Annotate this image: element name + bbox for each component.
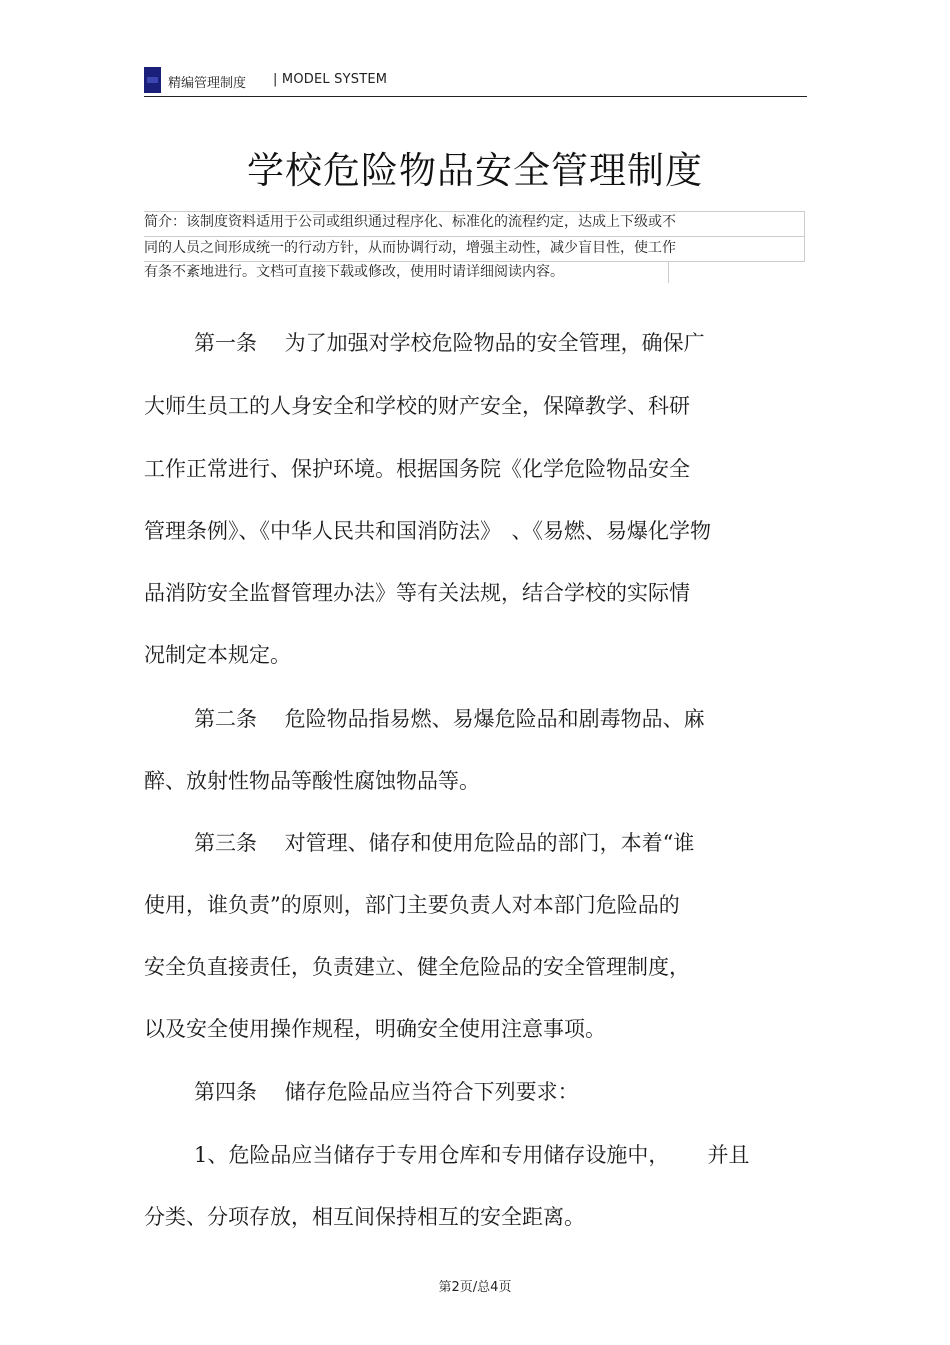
- header-left-text: 精编管理制度: [168, 76, 247, 91]
- article-1-line-2: 大师生员工的人身安全和学校的财产安全，保障教学、科研: [144, 394, 690, 418]
- article-1-line-6: 况制定本规定。: [144, 643, 291, 667]
- header-right-text: | MODEL SYSTEM: [273, 72, 388, 87]
- article-3-line-2: 使用，谁负责”的原则，部门主要负责人对本部门危险品的: [144, 893, 680, 917]
- intro-line-1: 简介：该制度资料适用于公司或组织通过程序化、标准化的流程约定，达成上下级或不: [144, 214, 676, 230]
- article-2-line-2: 醉、放射性物品等酸性腐蚀物品等。: [144, 769, 480, 793]
- article-1-line-5: 品消防安全监督管理办法》等有关法规，结合学校的实际情: [144, 581, 690, 605]
- page-footer: 第2页/总4页: [438, 1280, 512, 1295]
- article-1-line-3: 工作正常进行、保护环境。根据国务院《化学危险物品安全: [144, 457, 690, 481]
- intro-line-3: 有条不紊地进行。文档可直接下载或修改，使用时请详细阅读内容。: [144, 264, 564, 280]
- logo-icon: [144, 67, 161, 93]
- article-1-line-4: 管理条例》、《中华人民共和国消防法》 、《易燃、易爆化学物: [144, 519, 711, 543]
- item-1-line-2: 分类、分项存放，相互间保持相互的安全距离。: [144, 1205, 585, 1229]
- article-4-line-1: 第四条 储存危险品应当符合下列要求：: [194, 1080, 579, 1104]
- document-title: 学校危险物品安全管理制度: [247, 149, 703, 192]
- article-2-line-1: 第二条 危险物品指易燃、易爆危险品和剧毒物品、麻: [194, 707, 705, 731]
- intro-box: [144, 211, 806, 287]
- intro-line-2: 同的人员之间形成统一的行动方针，从而协调行动，增强主动性，减少盲目性，使工作: [144, 240, 676, 256]
- intro-border-tick: [668, 261, 669, 283]
- item-1-line-1: 1、危险品应当储存于专用仓库和专用储存设施中， 并且: [194, 1143, 750, 1167]
- article-3-line-4: 以及安全使用操作规程，明确安全使用注意事项。: [144, 1017, 606, 1041]
- page-header: [144, 66, 807, 97]
- article-3-line-3: 安全负直接责任，负责建立、健全危险品的安全管理制度，: [144, 955, 690, 979]
- article-1-line-1: 第一条 为了加强对学校危险物品的安全管理，确保广: [194, 331, 705, 355]
- article-3-line-1: 第三条 对管理、储存和使用危险品的部门，本着“谁: [194, 831, 695, 855]
